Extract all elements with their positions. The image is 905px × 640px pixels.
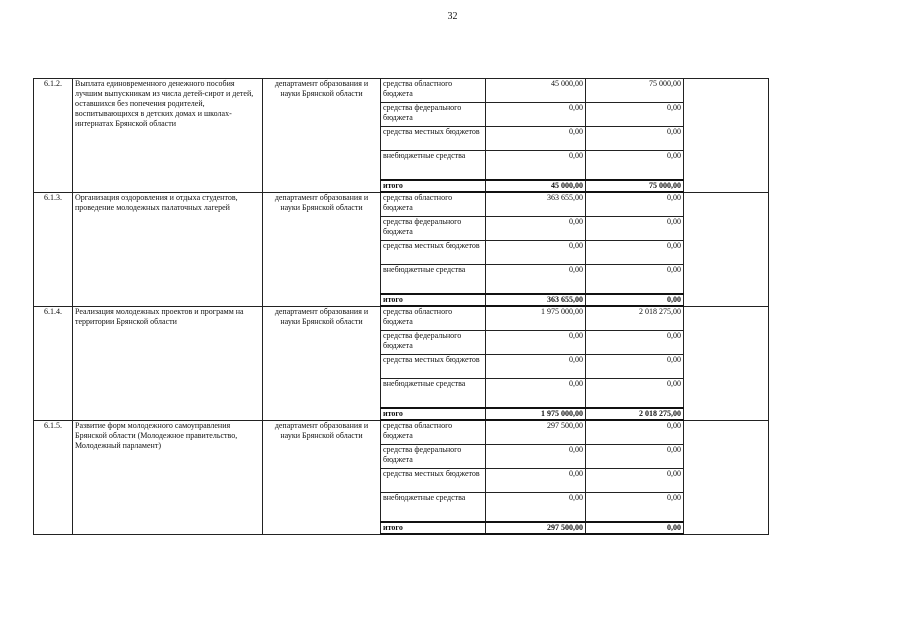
item-name: Выплата единовременного денежного пособия лучшим выпускникам из числа детей-сирот и детей, оставшихся без попечения родителей, воспитывающихся в детских домах и школах-интернатах Брянской области: [73, 79, 263, 193]
item-number: 6.1.3.: [34, 192, 73, 306]
funding-source: средства федерального бюджета: [381, 103, 486, 127]
amount-year-1: 1 975 000,00: [486, 306, 586, 331]
amount-year-2: 75 000,00: [586, 79, 684, 103]
amount-year-2: 0,00: [586, 217, 684, 241]
total-year-2: 2 018 275,00: [586, 408, 684, 420]
amount-year-1: 0,00: [486, 379, 586, 409]
funding-source: средства местных бюджетов: [381, 469, 486, 493]
item-number: 6.1.5.: [34, 420, 73, 534]
empty-cell: [684, 420, 769, 534]
amount-year-1: 0,00: [486, 241, 586, 265]
table-body: [34, 79, 769, 535]
total-year-1: 297 500,00: [486, 522, 586, 534]
item-executor: департамент образования и науки Брянской области: [263, 192, 381, 306]
item-name: Развитие форм молодежного самоуправления Брянской области (Молодежное правительство, Молодежный парламент): [73, 420, 263, 534]
amount-year-2: 0,00: [586, 379, 684, 409]
funding-source: внебюджетные средства: [381, 151, 486, 181]
item-name: Организация оздоровления и отдыха студентов, проведение молодежных палаточных лагерей: [73, 192, 263, 306]
amount-year-2: 0,00: [586, 445, 684, 469]
funding-source: средства местных бюджетов: [381, 355, 486, 379]
item-executor: департамент образования и науки Брянской области: [263, 306, 381, 420]
amount-year-1: 0,00: [486, 127, 586, 151]
amount-year-1: 0,00: [486, 151, 586, 181]
amount-year-1: 0,00: [486, 469, 586, 493]
amount-year-1: 45 000,00: [486, 79, 586, 103]
amount-year-1: 0,00: [486, 445, 586, 469]
total-year-2: 0,00: [586, 294, 684, 306]
empty-cell: [684, 306, 769, 420]
funding-source: средства федерального бюджета: [381, 445, 486, 469]
item-executor: департамент образования и науки Брянской области: [263, 420, 381, 534]
amount-year-1: 0,00: [486, 493, 586, 523]
amount-year-1: 0,00: [486, 355, 586, 379]
amount-year-1: 0,00: [486, 217, 586, 241]
funding-source: средства областного бюджета: [381, 192, 486, 217]
total-year-2: 75 000,00: [586, 180, 684, 192]
amount-year-2: 0,00: [586, 469, 684, 493]
amount-year-1: 363 655,00: [486, 192, 586, 217]
amount-year-1: 0,00: [486, 265, 586, 295]
funding-source: средства местных бюджетов: [381, 241, 486, 265]
amount-year-2: 0,00: [586, 265, 684, 295]
amount-year-1: 297 500,00: [486, 420, 586, 445]
amount-year-2: 0,00: [586, 493, 684, 523]
total-year-1: 45 000,00: [486, 180, 586, 192]
empty-cell: [684, 192, 769, 306]
total-label: итого: [381, 180, 486, 192]
amount-year-2: 0,00: [586, 355, 684, 379]
page-number: 32: [447, 11, 458, 22]
table-row: [34, 192, 769, 217]
total-label: итого: [381, 522, 486, 534]
amount-year-1: 0,00: [486, 103, 586, 127]
item-number: 6.1.4.: [34, 306, 73, 420]
amount-year-2: 0,00: [586, 103, 684, 127]
funding-source: средства областного бюджета: [381, 79, 486, 103]
amount-year-2: 0,00: [586, 151, 684, 181]
funding-source: средства областного бюджета: [381, 306, 486, 331]
table-row: [34, 306, 769, 331]
table-row: [34, 79, 769, 103]
total-year-1: 363 655,00: [486, 294, 586, 306]
funding-source: средства областного бюджета: [381, 420, 486, 445]
empty-cell: [684, 79, 769, 193]
funding-source: средства федерального бюджета: [381, 217, 486, 241]
funding-source: внебюджетные средства: [381, 265, 486, 295]
amount-year-2: 2 018 275,00: [586, 306, 684, 331]
amount-year-2: 0,00: [586, 241, 684, 265]
table-row: [34, 420, 769, 445]
item-number: 6.1.2.: [34, 79, 73, 193]
total-year-2: 0,00: [586, 522, 684, 534]
amount-year-2: 0,00: [586, 127, 684, 151]
amount-year-2: 0,00: [586, 331, 684, 355]
budget-table: [33, 78, 769, 535]
funding-source: внебюджетные средства: [381, 493, 486, 523]
item-executor: департамент образования и науки Брянской области: [263, 79, 381, 193]
total-label: итого: [381, 408, 486, 420]
funding-source: средства местных бюджетов: [381, 127, 486, 151]
total-year-1: 1 975 000,00: [486, 408, 586, 420]
total-label: итого: [381, 294, 486, 306]
funding-source: средства федерального бюджета: [381, 331, 486, 355]
amount-year-2: 0,00: [586, 420, 684, 445]
funding-source: внебюджетные средства: [381, 379, 486, 409]
item-name: Реализация молодежных проектов и программ на территории Брянской области: [73, 306, 263, 420]
amount-year-2: 0,00: [586, 192, 684, 217]
amount-year-1: 0,00: [486, 331, 586, 355]
